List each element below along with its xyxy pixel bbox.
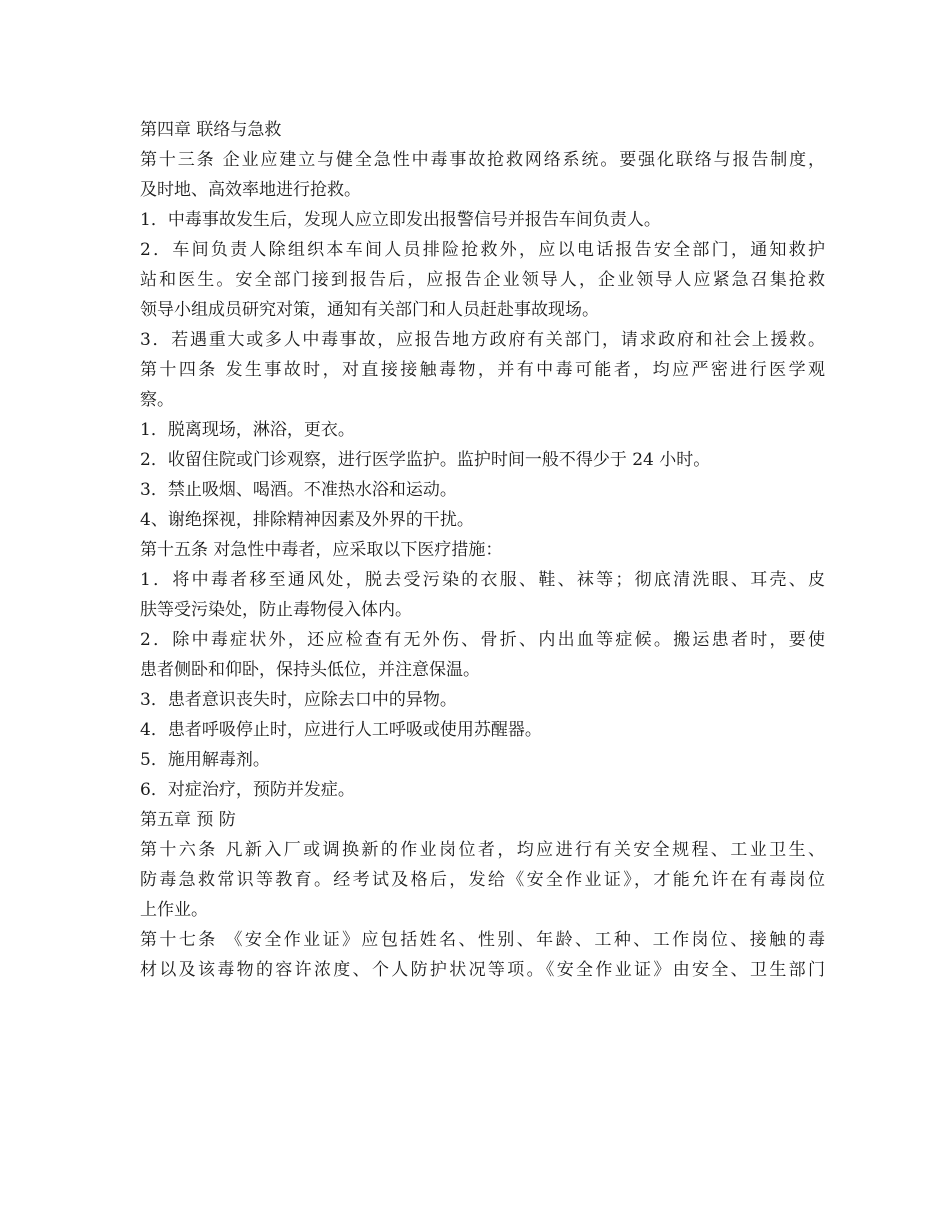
text-line: 第五章 预 防 [140,810,236,830]
text-line: 站和医生。安全部门接到报告后，应报告企业领导人，企业领导人应紧急召集抢救 [140,270,825,290]
text-line: 第四章 联络与急救 [140,120,282,140]
text-line: 患者侧卧和仰卧，保持头低位，并注意保温。 [140,660,480,680]
text-line: 及时地、高效率地进行抢救。 [140,180,361,200]
text-line: 第十五条 对急性中毒者，应采取以下医疗措施： [140,540,503,560]
text-line: 1．脱离现场，淋浴，更衣。 [140,420,355,440]
text-line: 第十六条 凡新入厂或调换新的作业岗位者，均应进行有关安全规程、工业卫生、 [140,840,825,860]
text-line: 4．患者呼吸停止时，应进行人工呼吸或使用苏醒器。 [140,720,542,740]
text-line: 材以及该毒物的容许浓度、个人防护状况等项。《安全作业证》由安全、卫生部门 [140,960,825,980]
text-line: 防毒急救常识等教育。经考试及格后，发给《安全作业证》，才能允许在有毒岗位 [140,870,825,890]
text-line: 2．车间负责人除组织本车间人员排险抢救外，应以电话报告安全部门，通知救护 [140,240,825,260]
text-line: 第十三条 企业应建立与健全急性中毒事故抢救网络系统。要强化联络与报告制度， [140,150,825,170]
text-line: 6．对症治疗，预防并发症。 [140,780,355,800]
text-line: 第十四条 发生事故时，对直接接触毒物，并有中毒可能者，均应严密进行医学观 [140,360,825,380]
text-line: 4、谢绝探视，排除精神因素及外界的干扰。 [140,510,474,530]
document-page [140,115,825,985]
text-line: 肤等受污染处，防止毒物侵入体内。 [140,600,412,620]
text-line: 3．若遇重大或多人中毒事故，应报告地方政府有关部门，请求政府和社会上援救。 [140,330,825,350]
text-line: 察。 [140,390,174,410]
text-line: 5．施用解毒剂。 [140,750,270,770]
text-line: 上作业。 [140,900,208,920]
text-line: 3．禁止吸烟、喝酒。不准热水浴和运动。 [140,480,457,500]
text-line: 1．将中毒者移至通风处，脱去受污染的衣服、鞋、袜等；彻底清洗眼、耳壳、皮 [140,570,825,590]
text-line: 2．收留住院或门诊观察，进行医学监护。监护时间一般不得少于 24 小时。 [140,450,711,470]
text-line: 2．除中毒症状外，还应检查有无外伤、骨折、内出血等症候。搬运患者时，要使 [140,630,825,650]
text-line: 1．中毒事故发生后，发现人应立即发出报警信号并报告车间负责人。 [140,210,661,230]
text-line: 领导小组成员研究对策，通知有关部门和人员赶赴事故现场。 [140,300,599,320]
text-line: 3．患者意识丧失时，应除去口中的异物。 [140,690,457,710]
text-line: 第十七条 《安全作业证》应包括姓名、性别、年龄、工种、工作岗位、接触的毒 [140,930,825,950]
